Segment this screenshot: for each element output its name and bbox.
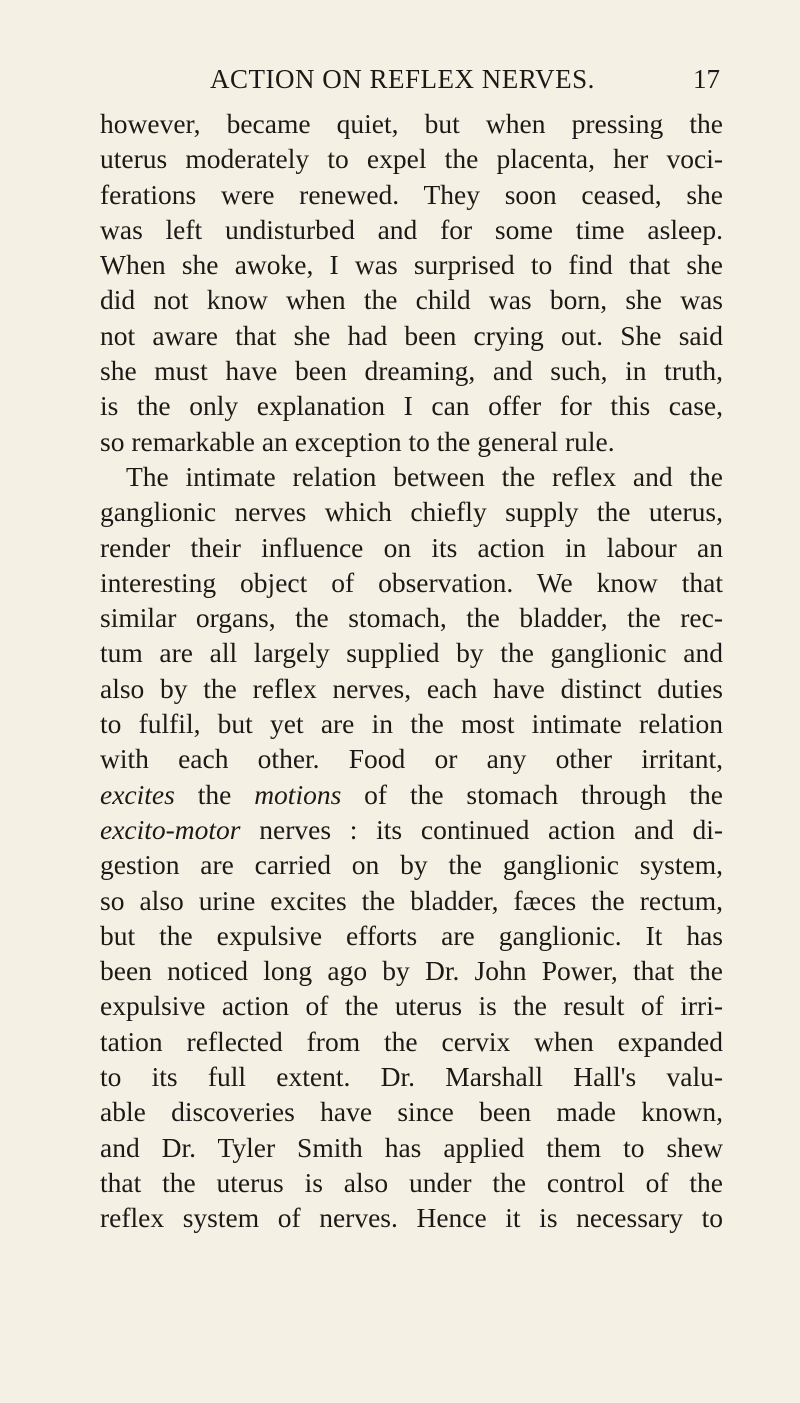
text-line: interesting object of observation. We know that bbox=[100, 566, 723, 598]
text-line-mixed bbox=[100, 812, 723, 847]
text-line: expulsive action of the uterus is the result of irri- bbox=[100, 990, 723, 1022]
text-fragment: the bbox=[174, 778, 255, 810]
text-line: did not know when the child was born, she was bbox=[100, 284, 723, 316]
text-line: tum are all largely supplied by the ganglionic and bbox=[100, 637, 723, 669]
text-line: that the uterus is also under the control of the bbox=[100, 1166, 723, 1198]
text-line: render their influence on its action in labour an bbox=[100, 531, 723, 563]
running-title: ACTION ON REFLEX NERVES. bbox=[210, 64, 595, 94]
text-line: and Dr. Tyler Smith has applied them to shew bbox=[100, 1131, 723, 1163]
text-line: been noticed long ago by Dr. John Power, that the bbox=[100, 955, 723, 987]
text-line: ferations were renewed. They soon ceased, she bbox=[100, 178, 723, 210]
text-line: gestion are carried on by the ganglionic system, bbox=[100, 849, 723, 881]
text-fragment: of the stomach through the bbox=[341, 778, 723, 810]
paragraph-start-line: The intimate relation between the reflex and the bbox=[126, 460, 723, 492]
text-fragment: nerves : its continued action and di- bbox=[240, 813, 723, 845]
text-line: she must have been dreaming, and such, in truth, bbox=[100, 355, 723, 387]
text-line: is the only explanation I can offer for this case, bbox=[100, 390, 723, 422]
text-line: also by the reflex nerves, each have distinct duties bbox=[100, 672, 723, 704]
text-line: ganglionic nerves which chiefly supply the uterus, bbox=[100, 496, 723, 528]
text-line: so remarkable an exception to the general rule. bbox=[100, 425, 615, 457]
italic-term: excites bbox=[100, 778, 175, 810]
body-text bbox=[100, 106, 723, 1236]
text-line: was left undisturbed and for some time asleep. bbox=[100, 213, 723, 245]
text-line: similar organs, the stomach, the bladder, the rec- bbox=[100, 602, 723, 634]
text-line: so also urine excites the bladder, fæces the rectum, bbox=[100, 884, 723, 916]
running-head bbox=[100, 64, 720, 98]
text-line: not aware that she had been crying out. She said bbox=[100, 319, 723, 351]
italic-term: motions bbox=[254, 778, 342, 810]
text-line: to its full extent. Dr. Marshall Hall's valu- bbox=[100, 1061, 723, 1093]
text-line: When she awoke, I was surprised to find that she bbox=[100, 249, 723, 281]
text-line: reflex system of nerves. Hence it is necessary to bbox=[100, 1202, 723, 1234]
italic-term: excito-motor bbox=[100, 813, 241, 845]
text-line: able discoveries have since been made known, bbox=[100, 1096, 723, 1128]
text-line-mixed bbox=[100, 777, 723, 812]
text-line: to fulfil, but yet are in the most intimate relation bbox=[100, 708, 723, 740]
text-line: but the expulsive efforts are ganglionic. It has bbox=[100, 919, 723, 951]
text-line: uterus moderately to expel the placenta, her voci- bbox=[100, 143, 723, 175]
text-line: however, became quiet, but when pressing the bbox=[100, 108, 723, 139]
text-line: tation reflected from the cervix when expanded bbox=[100, 1025, 723, 1057]
page-number: 17 bbox=[693, 64, 720, 94]
text-line: with each other. Food or any other irritant, bbox=[100, 743, 723, 775]
